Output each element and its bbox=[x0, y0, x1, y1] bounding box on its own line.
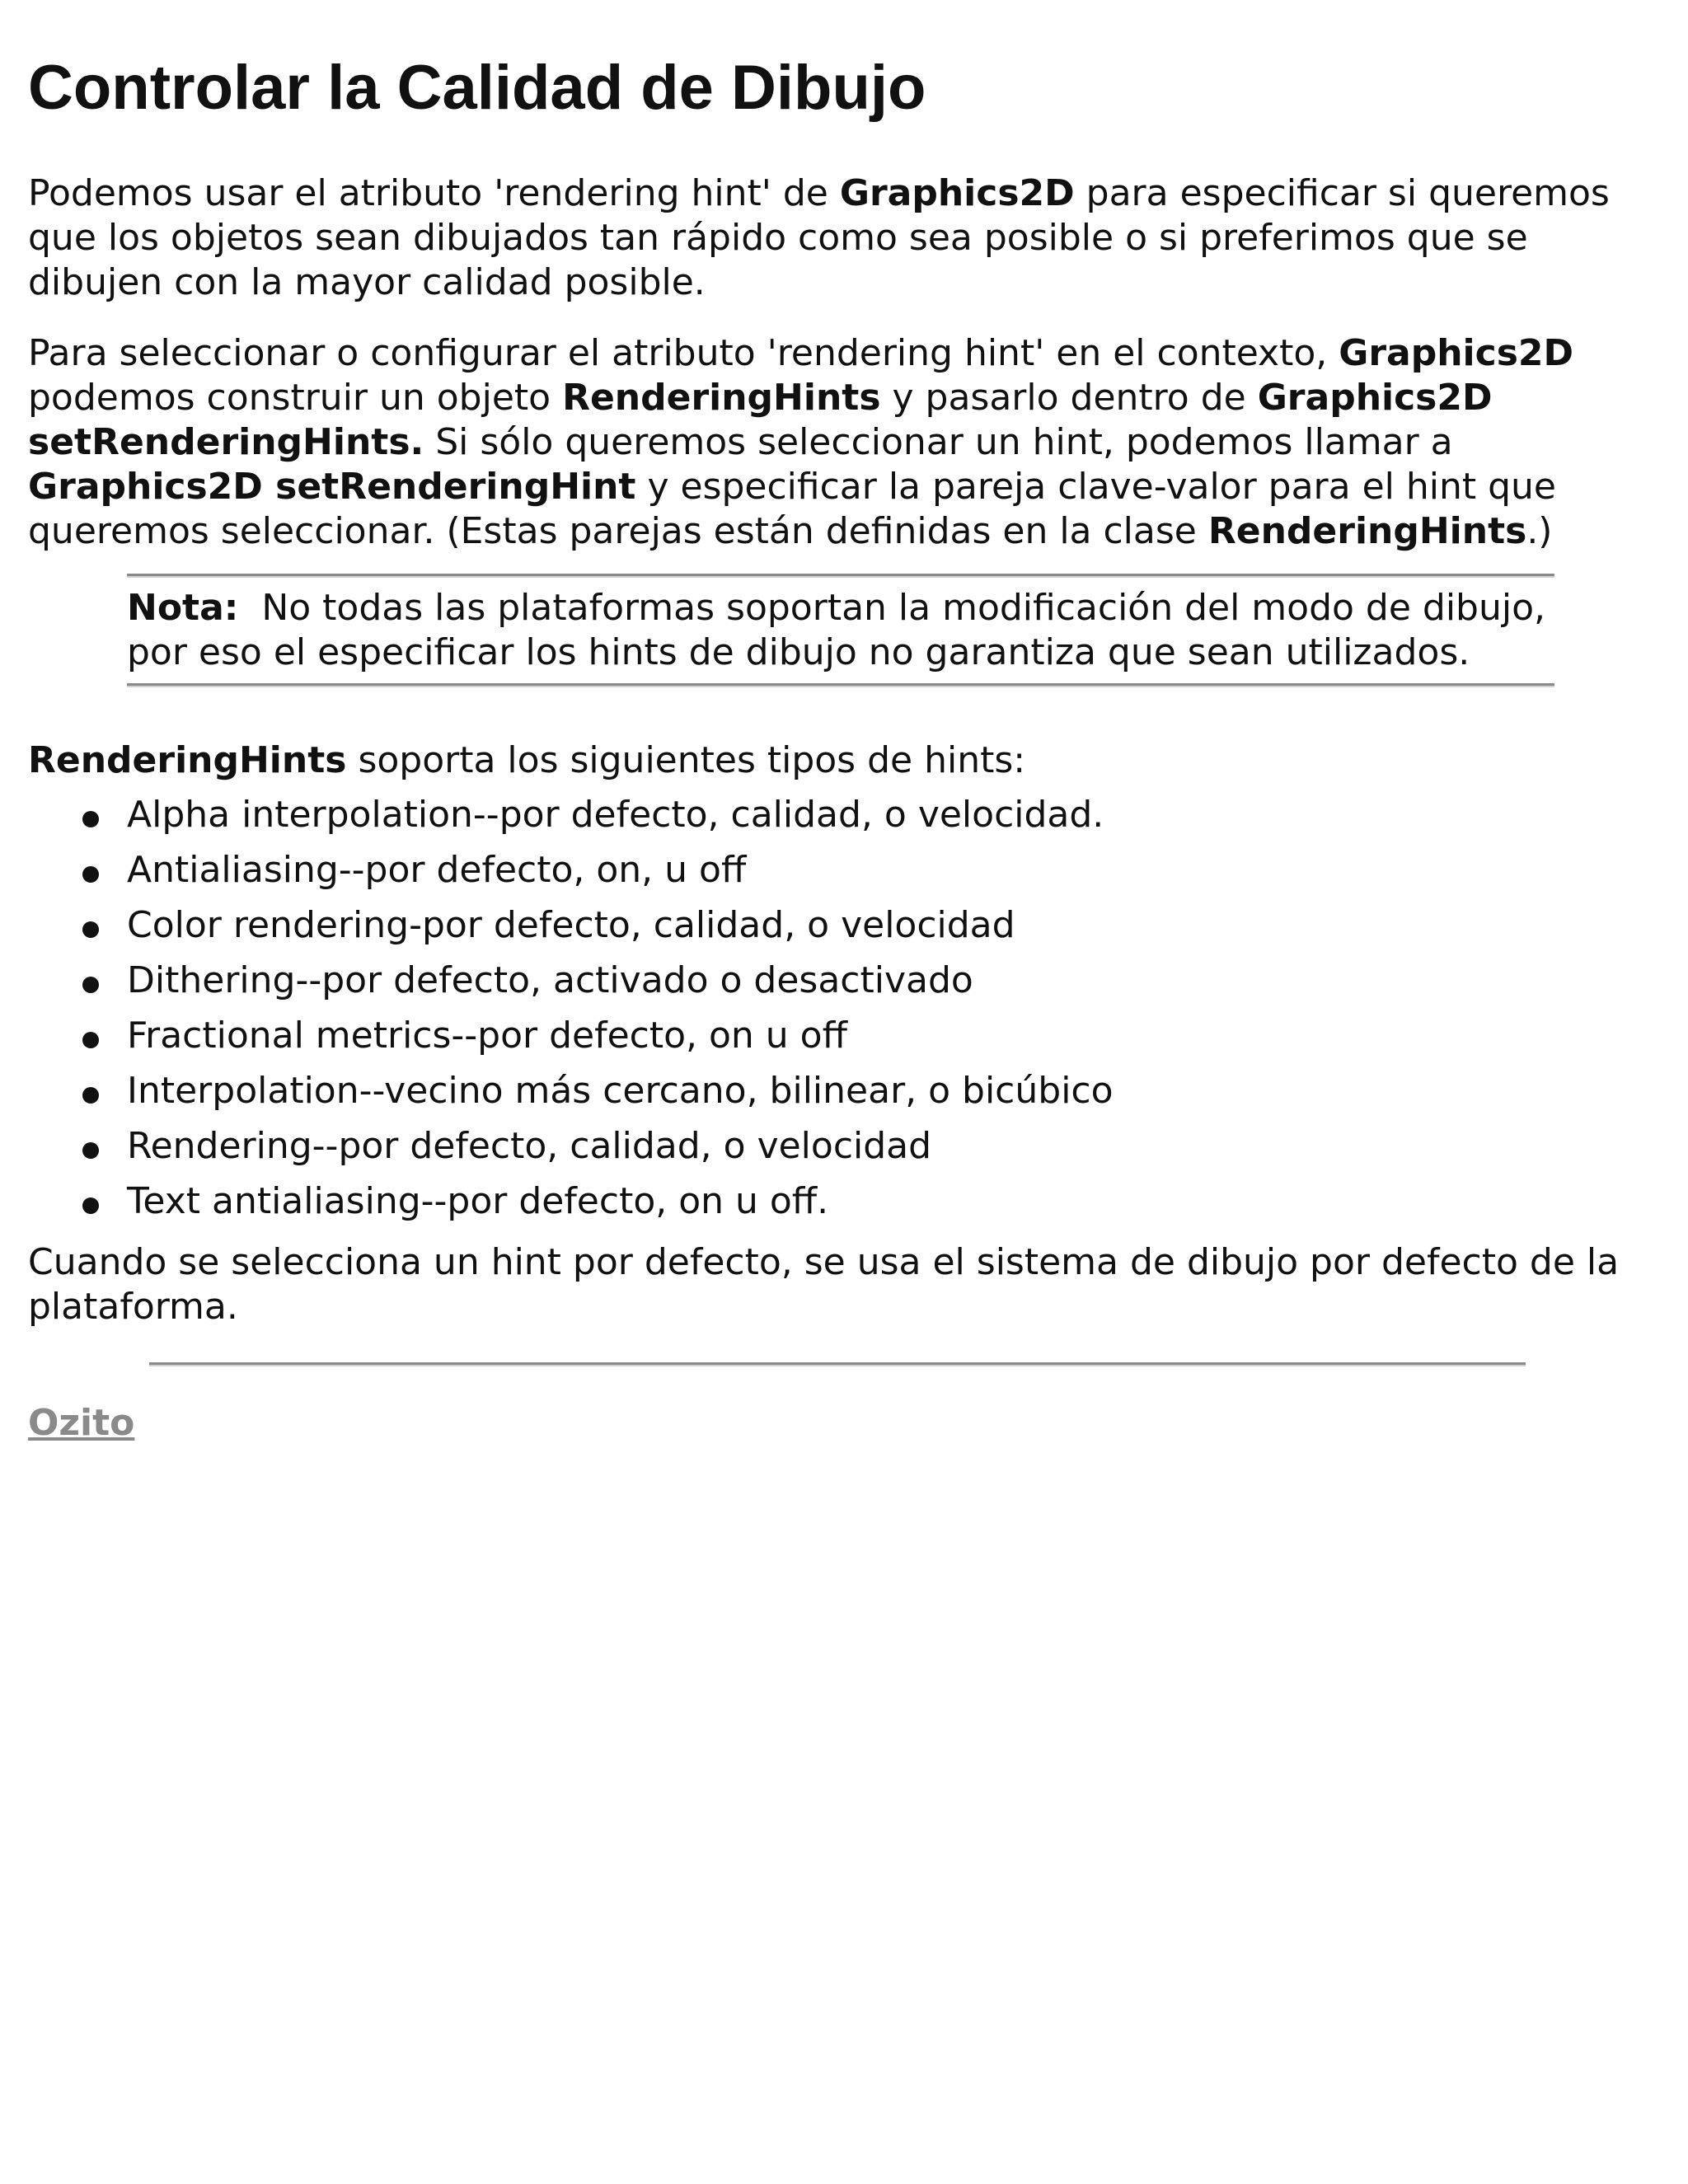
hint-label: Antialiasing--por defecto, on, u off bbox=[127, 849, 747, 891]
hint-label: Dithering--por defecto, activado o desactivado bbox=[127, 959, 973, 1001]
hints-list bbox=[28, 793, 1660, 1224]
note-block bbox=[127, 574, 1558, 687]
note-label: Nota: bbox=[127, 587, 239, 629]
hints-intro-bold: RenderingHints bbox=[28, 739, 347, 781]
ozito-link[interactable]: Ozito bbox=[28, 1402, 135, 1444]
document-page bbox=[28, 0, 1660, 1446]
bullet-icon bbox=[82, 1087, 99, 1104]
bullet-icon bbox=[82, 921, 99, 938]
hint-label: Fractional metrics--por defecto, on u off bbox=[127, 1015, 847, 1057]
config-text-5: y especificar la pareja clave-valor para el hint que queremos seleccionar. (Estas parejas están definidas en la clase bbox=[28, 466, 1556, 552]
hint-label: Alpha interpolation--por defecto, calidad, o velocidad. bbox=[127, 794, 1104, 836]
hint-label: Text antialiasing--por defecto, on u off. bbox=[127, 1180, 829, 1222]
closing-paragraph: Cuando se selecciona un hint por defecto, se usa el sistema de dibujo por defecto de la plataforma. bbox=[28, 1241, 1620, 1328]
list-item bbox=[127, 848, 1660, 893]
bullet-icon bbox=[82, 977, 99, 993]
note-text bbox=[127, 578, 1558, 683]
intro-text-1: Podemos usar el atributo 'rendering hint' de bbox=[28, 172, 840, 214]
list-item bbox=[127, 1179, 1660, 1224]
config-paragraph bbox=[28, 331, 1660, 554]
config-bold-setrenderinghints: Graphics2D setRenderingHints. bbox=[28, 377, 1493, 463]
bullet-icon bbox=[82, 1032, 99, 1048]
bullet-icon bbox=[82, 1142, 99, 1159]
bullet-icon bbox=[82, 1197, 99, 1214]
hints-intro bbox=[28, 738, 1660, 783]
hint-label: Color rendering-por defecto, calidad, o velocidad bbox=[127, 904, 1015, 946]
config-bold-renderinghints: RenderingHints bbox=[562, 377, 881, 419]
list-item bbox=[127, 1014, 1660, 1058]
intro-bold-graphics2d: Graphics2D bbox=[839, 172, 1075, 214]
config-bold-setrenderinghint: Graphics2D setRenderingHint bbox=[28, 466, 636, 508]
note-bottom-divider bbox=[127, 683, 1554, 687]
intro-paragraph bbox=[28, 171, 1660, 305]
footer-divider bbox=[149, 1362, 1526, 1366]
list-item bbox=[127, 958, 1660, 1003]
bullet-icon bbox=[82, 811, 99, 827]
list-item bbox=[127, 1069, 1660, 1113]
config-bold-graphics2d: Graphics2D bbox=[1339, 332, 1574, 374]
config-text-2: podemos construir un objeto bbox=[28, 377, 563, 419]
hints-intro-text: soporta los siguientes tipos de hints: bbox=[346, 739, 1026, 781]
hint-label: Interpolation--vecino más cercano, bilinear, o bicúbico bbox=[127, 1070, 1114, 1112]
note-body: No todas las plataformas soportan la modificación del modo de dibujo, por eso el especificar los hints de dibujo no garantiza que sean utilizados. bbox=[127, 587, 1558, 673]
list-item bbox=[127, 903, 1660, 948]
config-text-4: Si sólo queremos seleccionar un hint, podemos llamar a bbox=[424, 421, 1453, 463]
config-text-3: y pasarlo dentro de bbox=[880, 377, 1258, 419]
bullet-icon bbox=[82, 866, 99, 883]
list-item bbox=[127, 793, 1660, 837]
config-bold-renderinghints-class: RenderingHints bbox=[1207, 510, 1527, 552]
config-text-1: Para seleccionar o configurar el atributo 'rendering hint' en el contexto, bbox=[28, 332, 1339, 374]
page-title: Controlar la Calidad de Dibujo bbox=[28, 53, 926, 123]
hint-label: Rendering--por defecto, calidad, o velocidad bbox=[127, 1125, 932, 1167]
list-item bbox=[127, 1124, 1660, 1169]
intro-text-2: para especificar si queremos que los objetos sean dibujados tan rápido como sea posible o si preferimos que se dibujen con la mayor calidad posible. bbox=[28, 172, 1610, 303]
config-text-6: .) bbox=[1526, 510, 1553, 552]
